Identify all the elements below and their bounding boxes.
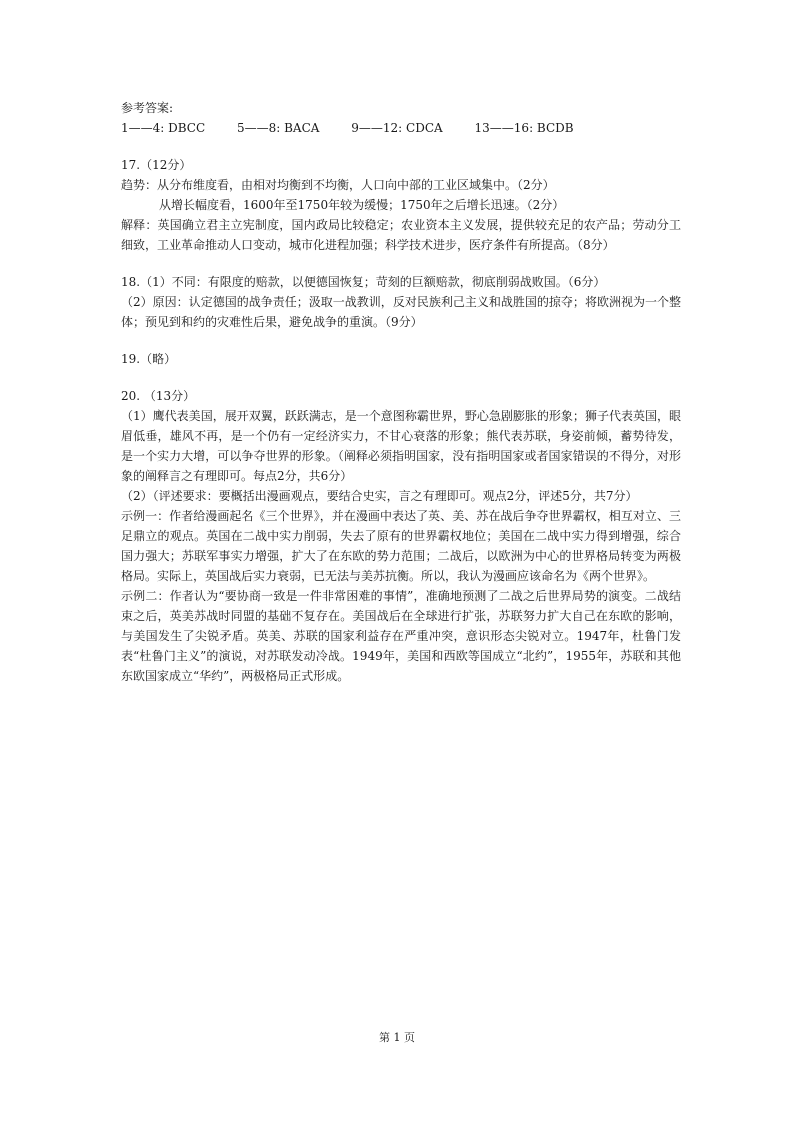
q17-explanation: 解释：英国确立君主立宪制度，国内政局比较稳定；农业资本主义发展，提供较充足的农产品；劳动分工细致，工业革命推动人口变动，城市化进程加强；科学技术进步，医疗条件有所提高。（8分） <box>121 218 681 252</box>
q20-heading: 20. （13分） <box>121 389 196 403</box>
multiple-choice-answers <box>121 118 681 138</box>
q19-heading: 19.（略） <box>121 352 177 366</box>
answers-title: 参考答案: <box>121 101 174 115</box>
answer-group-4: 13——16: BCDB <box>474 121 574 135</box>
q18-part-2: （2）原因：认定德国的战争责任；汲取一战教训，反对民族利己主义和战胜国的掠夺；将欧洲视为一个整体；预见到和约的灾难性后果，避免战争的重演。（9分） <box>121 295 681 329</box>
q20-part-2: （2）（评述要求：要概括出漫画观点，要结合史实，言之有理即可。观点2分，评述5分，共7分） <box>121 489 638 503</box>
q20-example-2: 示例二：作者认为“要协商一致是一件非常困难的事情”，准确地预测了二战之后世界局势的演变。二战结束之后，英美苏战时同盟的基础不复存在。美国战后在全球进行扩张，苏联努力扩大自己在东欧的影响，与美国发生了尖锐矛盾。英美、苏联的国家利益存在严重冲突，意识形态尖锐对立。1947年，杜鲁门发表“杜鲁门主义”的演说，对苏联发动冷战。1949年，美国和西欧等国成立“北约”，1955年，苏联和其他东欧国家成立“华约”，两极格局正式形成。 <box>121 589 681 683</box>
q17-trend-2: 从增长幅度看，1600年至1750年较为缓慢；1750年之后增长迅速。（2分） <box>159 198 565 212</box>
q17-trend-1: 趋势：从分布维度看，由相对均衡到不均衡，人口向中部的工业区域集中。（2分） <box>121 178 555 192</box>
q18-part-1: 18.（1）不同：有限度的赔款，以便德国恢复；苛刻的巨额赔款，彻底削弱战败国。（6分） <box>121 275 606 289</box>
answer-group-1: 1——4: DBCC <box>121 121 206 135</box>
answer-group-3: 9——12: CDCA <box>351 121 443 135</box>
answer-document <box>121 98 681 686</box>
q17-heading: 17.（12分） <box>121 158 192 172</box>
page-number: 第 1 页 <box>379 1031 415 1044</box>
q20-example-1: 示例一：作者给漫画起名《三个世界》，并在漫画中表达了英、美、苏在战后争夺世界霸权，相互对立、三足鼎立的观点。英国在二战中实力削弱，失去了原有的世界霸权地位；美国在二战中实力得到增强，综合国力强大；苏联军事实力增强，扩大了在东欧的势力范围；二战后，以欧洲为中心的世界格局转变为两极格局。实际上，英国战后实力衰弱，已无法与美苏抗衡。所以，我认为漫画应该命名为《两个世界》。 <box>121 509 681 583</box>
answer-group-2: 5——8: BACA <box>236 121 320 135</box>
q20-part-1: （1）鹰代表美国，展开双翼，跃跃满志，是一个意图称霸世界，野心急剧膨胀的形象；狮子代表英国，眼眉低垂，雄风不再，是一个仍有一定经济实力，不甘心衰落的形象；熊代表苏联，身姿前倾，蓄势待发，是一个实力大增，可以争夺世界的形象。（阐释必须指明国家，没有指明国家或者国家错误的不得分，对形象的阐释言之有理即可。每点2分，共6分） <box>121 409 681 483</box>
